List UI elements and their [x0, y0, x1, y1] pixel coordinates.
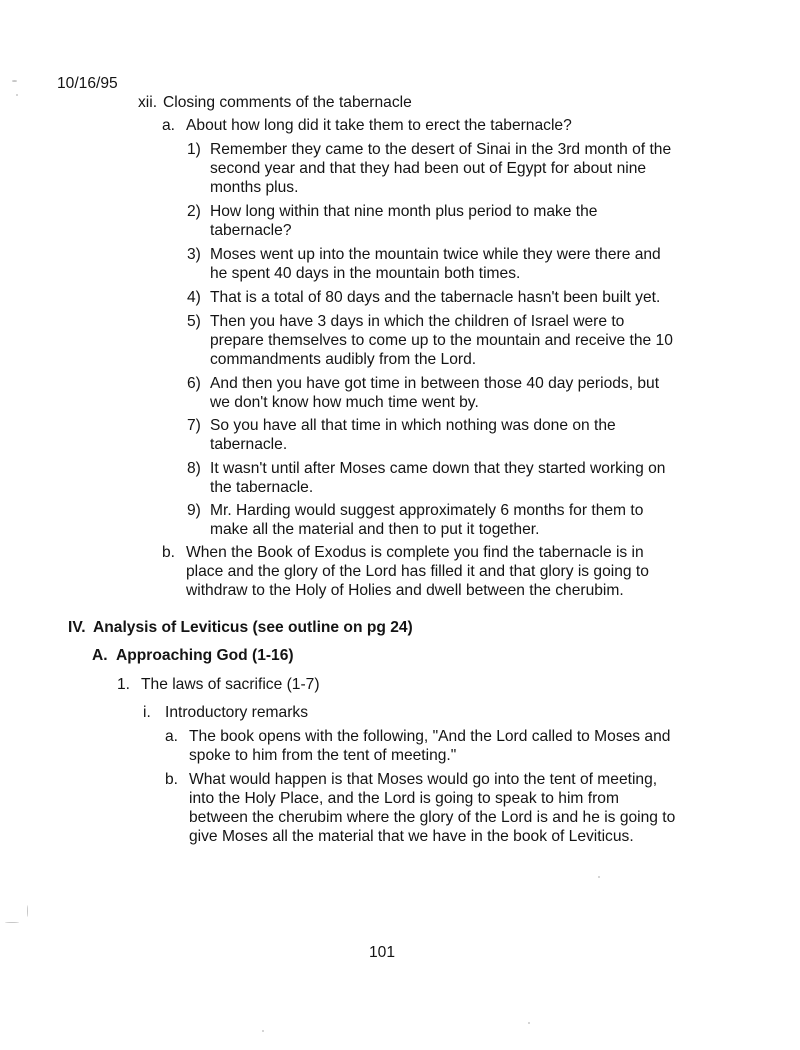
outline-marker: b. — [165, 771, 179, 788]
paragraph-line: spoke to him from the tent of meeting." — [189, 747, 457, 764]
list-item-line: tabernacle. — [210, 436, 288, 453]
outline-marker: a. — [165, 728, 179, 745]
list-item-line: second year and that they had been out of Egypt for about nine — [210, 160, 647, 177]
paragraph-line: The book opens with the following, "And the Lord called to Moses and — [189, 728, 671, 745]
list-item-line: Mr. Harding would suggest approximately 6 months for them to — [210, 502, 644, 519]
subsection-heading: The laws of sacrifice (1-7) — [141, 676, 320, 693]
outline-marker: IV. — [68, 619, 86, 636]
outline-marker: 9) — [187, 502, 201, 519]
question-text: About how long did it take them to erect the tabernacle? — [186, 117, 572, 134]
list-item-line: tabernacle? — [210, 222, 292, 239]
scan-artifact — [5, 922, 19, 923]
outline-marker: 3) — [187, 246, 201, 263]
list-item-line: Remember they came to the desert of Sinai in the 3rd month of the — [210, 141, 672, 158]
list-item-line: we don't know how much time went by. — [210, 394, 479, 411]
paragraph-line: into the Holy Place, and the Lord is going to speak to him from — [189, 790, 619, 807]
list-item-line: he spent 40 days in the mountain both times. — [210, 265, 521, 282]
section-heading: Analysis of Leviticus (see outline on pg 24) — [93, 619, 413, 636]
outline-marker: A. — [92, 647, 108, 664]
document-date: 10/16/95 — [57, 75, 118, 92]
paragraph-line: between the cherubim where the glory of the Lord is and he is going to — [189, 809, 676, 826]
scan-artifact — [27, 905, 28, 917]
outline-marker: 1) — [187, 141, 201, 158]
outline-marker: 5) — [187, 313, 201, 330]
outline-marker: 7) — [187, 417, 201, 434]
list-item-line: That is a total of 80 days and the tabernacle hasn't been built yet. — [210, 289, 661, 306]
scan-artifact — [528, 1022, 530, 1024]
scan-artifact — [12, 80, 17, 82]
list-item-line: prepare themselves to come up to the mountain and receive the 10 — [210, 332, 673, 349]
list-item-line: Moses went up into the mountain twice while they were there and — [210, 246, 661, 263]
list-item-line: commandments audibly from the Lord. — [210, 351, 477, 368]
list-item-line: the tabernacle. — [210, 479, 314, 496]
paragraph-line: withdraw to the Holy of Holies and dwell between the cherubim. — [186, 582, 624, 599]
scan-artifact — [262, 1030, 264, 1032]
outline-marker: xii. — [138, 94, 158, 111]
outline-marker: 2) — [187, 203, 201, 220]
outline-marker: i. — [143, 704, 151, 721]
paragraph-line: place and the glory of the Lord has filled it and that glory is going to — [186, 563, 649, 580]
page-number: 101 — [369, 944, 396, 961]
list-item-line: So you have all that time in which nothing was done on the — [210, 417, 616, 434]
paragraph-line: What would happen is that Moses would go into the tent of meeting, — [189, 771, 658, 788]
list-item-line: Then you have 3 days in which the children of Israel were to — [210, 313, 625, 330]
list-item-line: make all the material and then to put it together. — [210, 521, 540, 538]
outline-marker: a. — [162, 117, 176, 134]
paragraph-line: give Moses all the material that we have in the book of Leviticus. — [189, 828, 634, 845]
outline-marker: 1. — [117, 676, 131, 693]
list-item-line: months plus. — [210, 179, 299, 196]
list-item-line: How long within that nine month plus period to make the — [210, 203, 598, 220]
outline-marker: 8) — [187, 460, 201, 477]
list-item-line: And then you have got time in between those 40 day periods, but — [210, 375, 660, 392]
outline-marker: b. — [162, 544, 176, 561]
section-heading: Closing comments of the tabernacle — [163, 94, 412, 111]
subsection-heading: Introductory remarks — [165, 704, 308, 721]
subsection-heading: Approaching God (1-16) — [116, 647, 294, 664]
list-item-line: It wasn't until after Moses came down that they started working on — [210, 460, 666, 477]
outline-marker: 4) — [187, 289, 201, 306]
scan-artifact — [598, 876, 600, 878]
scan-artifact — [16, 94, 18, 96]
paragraph-line: When the Book of Exodus is complete you find the tabernacle is in — [186, 544, 644, 561]
outline-marker: 6) — [187, 375, 201, 392]
